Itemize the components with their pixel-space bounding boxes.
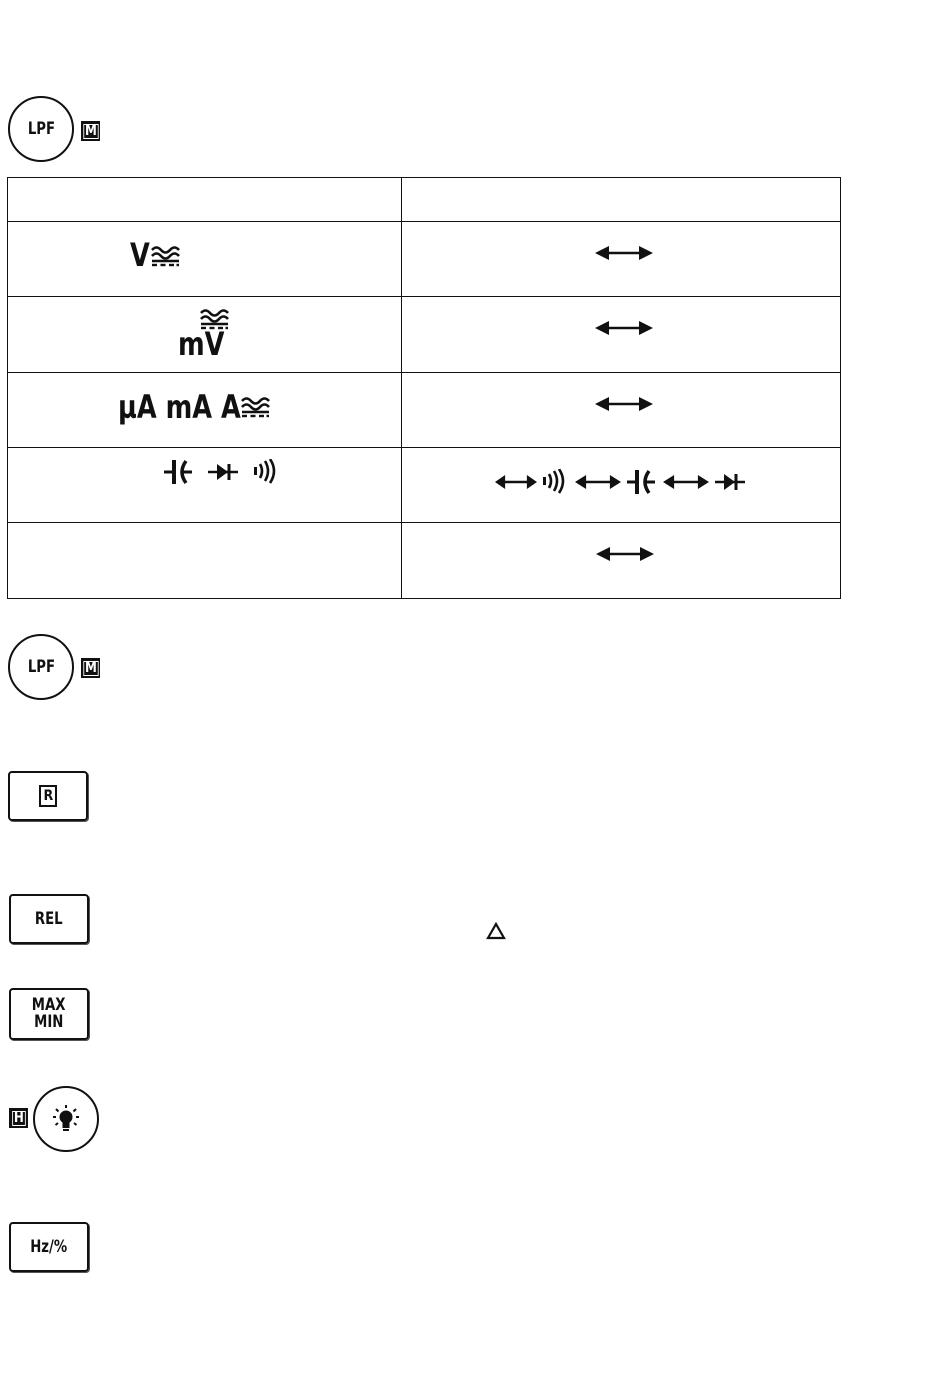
double-arrow-icon <box>595 245 653 261</box>
max-label: MAX <box>32 995 66 1015</box>
m-tag <box>81 658 100 678</box>
table-row <box>130 236 181 274</box>
rel-key <box>9 894 89 944</box>
m-tag-label: M <box>84 659 97 676</box>
ac-dc-approx-icon <box>241 396 271 420</box>
continuity-icon <box>543 469 569 495</box>
r-box <box>39 785 57 807</box>
delta-icon <box>486 922 506 940</box>
double-arrow-icon <box>595 396 653 412</box>
table-row <box>178 304 238 364</box>
range-key <box>8 771 88 821</box>
function-label: V <box>130 236 150 274</box>
diode-icon <box>208 461 240 483</box>
backlight-bulb-icon <box>52 1104 80 1134</box>
m-tag <box>81 121 100 141</box>
table-row <box>164 458 280 486</box>
toggle-sequence <box>495 468 747 496</box>
diode-icon <box>715 471 747 493</box>
continuity-icon <box>254 459 280 485</box>
table-rule <box>8 221 840 222</box>
h-tag <box>9 1108 28 1128</box>
table-row <box>118 388 271 426</box>
double-arrow-icon <box>495 474 537 490</box>
table-rule <box>8 522 840 523</box>
ac-dc-approx-icon <box>151 245 181 269</box>
lpf-key <box>8 634 74 700</box>
double-arrow-icon <box>663 474 709 490</box>
table-divider <box>401 178 402 598</box>
capacitor-icon <box>164 458 194 486</box>
double-arrow-icon <box>595 320 653 336</box>
double-arrow-icon <box>596 546 654 562</box>
table-rule <box>8 372 840 373</box>
capacitor-icon <box>627 468 657 496</box>
backlight-key <box>33 1086 99 1152</box>
hz-key-label: Hz/% <box>30 1236 68 1257</box>
lpf-key <box>8 96 74 162</box>
min-label: MIN <box>34 1012 64 1032</box>
function-table <box>7 177 841 599</box>
table-rule <box>8 296 840 297</box>
double-arrow-icon <box>575 474 621 490</box>
lpf-key-label: LPF <box>27 119 55 139</box>
function-label: µA mA A <box>118 388 241 426</box>
rel-key-label: REL <box>35 908 63 929</box>
r-key-label: R <box>43 787 53 804</box>
h-tag-label: H <box>13 1109 24 1126</box>
hz-percent-key <box>9 1222 89 1272</box>
table-rule <box>8 447 840 448</box>
lpf-key-label: LPF <box>27 657 55 677</box>
m-tag-label: M <box>84 122 97 139</box>
function-label: mV <box>178 325 225 363</box>
max-min-key <box>9 988 89 1040</box>
